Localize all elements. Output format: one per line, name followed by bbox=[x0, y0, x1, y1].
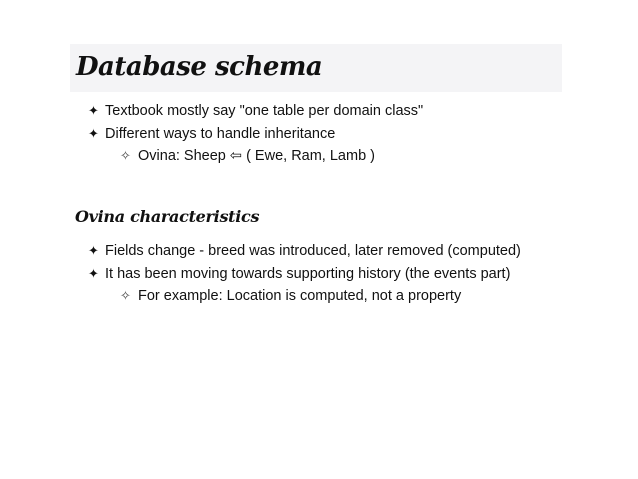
bullet-item bbox=[88, 263, 521, 286]
bullet-text: Different ways to handle inheritance bbox=[105, 125, 336, 142]
four-point-star-filled-icon: ✦ bbox=[88, 103, 99, 118]
four-point-star-filled-icon: ✦ bbox=[88, 265, 99, 281]
bullet-text: For example: Location is computed, not a property bbox=[138, 288, 462, 304]
bullet-item bbox=[88, 123, 423, 146]
four-point-star-outline-icon: ✧ bbox=[120, 148, 131, 163]
sub-bullet-item bbox=[88, 145, 423, 168]
section-title: Ovina characteristics bbox=[75, 207, 260, 226]
bullet-text: Textbook mostly say "one table per domain class" bbox=[105, 103, 424, 119]
four-point-star-outline-icon: ✧ bbox=[120, 288, 131, 303]
bullet-item bbox=[88, 240, 521, 263]
bullet-text: It has been moving towards supporting history (the events part) bbox=[105, 265, 511, 282]
bullet-text: Fields change - breed was introduced, later removed (computed) bbox=[105, 243, 521, 259]
bullet-text: Ovina: Sheep ⇦ ( Ewe, Ram, Lamb ) bbox=[138, 148, 375, 164]
bullet-item bbox=[88, 100, 423, 123]
bullet-list-schema bbox=[88, 100, 423, 168]
four-point-star-filled-icon: ✦ bbox=[88, 243, 99, 258]
four-point-star-filled-icon: ✦ bbox=[88, 125, 99, 141]
bullet-list-characteristics bbox=[88, 240, 521, 308]
slide-title: Database schema bbox=[76, 52, 323, 82]
sub-bullet-item bbox=[88, 285, 521, 308]
